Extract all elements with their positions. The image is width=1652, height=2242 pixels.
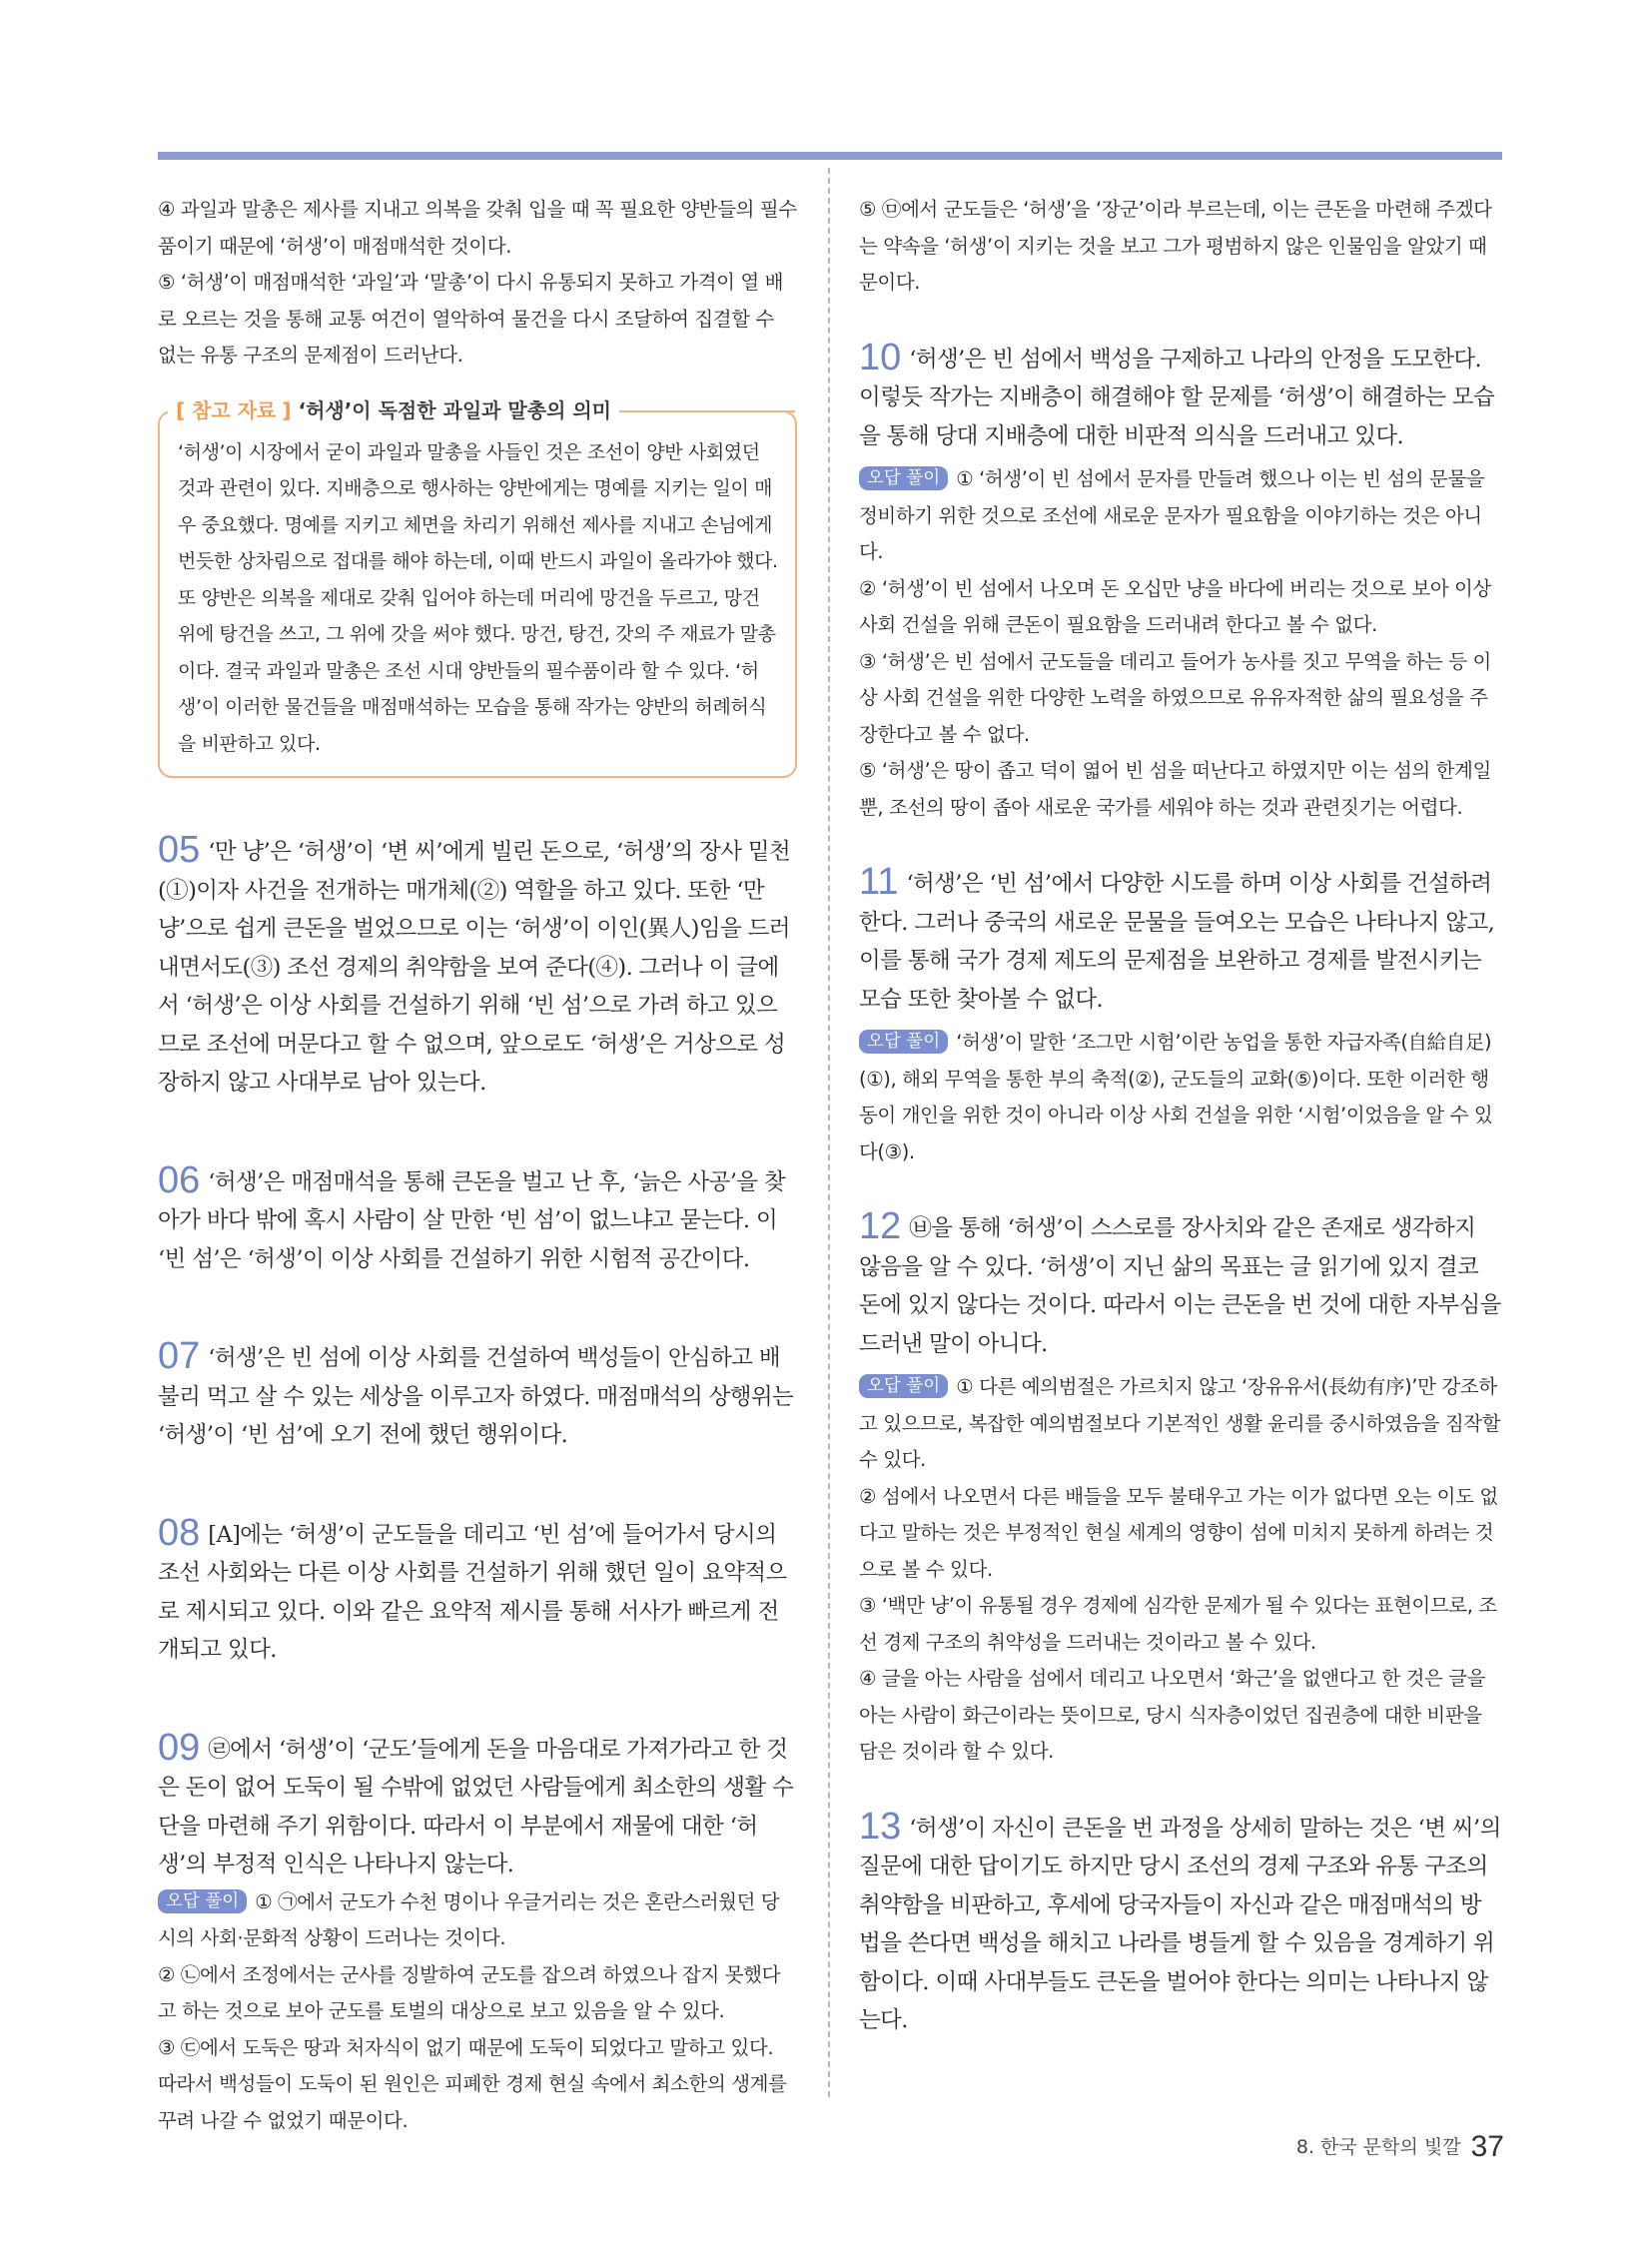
question-explanation: ‘허생’이 자신이 큰돈을 번 과정을 상세히 말하는 것은 ‘변 씨’의 질문에 대한 답이기도 하지만 당시 조선의 경제 구조와 유통 구조의 취약함을 비판하고, 후세에 당국자들이 자신과 같은 매점매석의 방법을 쓴다면 백성을 해치고 나라를 병들게 할 수 있음을 경계하기 위함이다. 이때 사대부들도 큰돈을 벌어야 한다는 의미는 나타나지 않는다. <box>859 1815 1501 2033</box>
question-number: 11 <box>859 861 899 903</box>
question-13 <box>859 1805 1502 2040</box>
question-explanation: ‘허생’은 빈 섬에서 백성을 구제하고 나라의 안정을 도모한다. 이렇듯 작가는 지배층이 해결해야 할 문제를 ‘허생’이 해결하는 모습을 통해 당대 지배층에 대한 비판적 의식을 드러내고 있다. <box>859 346 1495 449</box>
question-number: 13 <box>859 1805 902 1848</box>
wrong-answer-explanation: ② 섬에서 나오면서 다른 배들을 모두 불태우고 가는 이가 없다면 오는 이도 없다고 말하는 것은 부정적인 현실 세계의 영향이 섬에 미치지 못하게 하려는 것으로 볼 수 있다. <box>859 1484 1498 1581</box>
question-11 <box>859 860 1502 1170</box>
left-column <box>158 192 797 2139</box>
question-number: 06 <box>158 1158 201 1201</box>
question-number: 07 <box>158 1335 201 1377</box>
wrong-answer-explanation: ① 다른 예의범절은 가르치지 않고 ‘장유유서(長幼有序)’만 강조하고 있으므로, 복잡한 예의범절보다 기본적인 생활 윤리를 중시하였음을 짐작할 수 있다. <box>859 1375 1501 1471</box>
column-divider <box>828 168 830 2097</box>
wrong-answer-explanation: ② ‘허생’이 빈 섬에서 나오며 돈 오십만 냥을 바다에 버리는 것으로 보아 이상 사회 건설을 위해 큰돈이 필요함을 드러내려 한다고 볼 수 없다. <box>859 576 1491 636</box>
top-accent-bar <box>158 152 1502 160</box>
question-09 <box>158 1726 797 2140</box>
question-explanation: ‘만 냥’은 ‘허생’이 ‘변 씨’에게 빌린 돈으로, ‘허생’의 장사 밑천(①)이자 사건을 전개하는 매개체(②) 역할을 하고 있다. 또한 ‘만 냥’으로 쉽게 큰돈을 벌었으므로 이는 ‘허생’이 이인(異人)임을 드러내면서도(③) 조선 경제의 취약함을 보여 준다(④). 그러나 이 글에서 ‘허생’은 이상 사회를 건설하기 위해 ‘빈 섬’으로 가려 하고 있으므로 조선에 머문다고 할 수 없으며, 앞으로도 ‘허생’은 거상으로 성장하지 않고 사대부로 남아 있는다. <box>158 839 791 1096</box>
answer-item: ⑤ ㉤에서 군도들은 ‘허생’을 ‘장군’이라 부르는데, 이는 큰돈을 마련해 주겠다는 약속을 ‘허생’이 지키는 것을 보고 그가 평범하지 않은 인물임을 알았기 때문이다. <box>859 198 1492 294</box>
question-07 <box>158 1334 797 1455</box>
question-05 <box>158 828 797 1103</box>
wrong-answer-explanation: ① ‘허생’이 빈 섬에서 문자를 만들려 했으나 이는 빈 섬의 문물을 정비하기 위한 것으로 조선에 새로운 문자가 필요함을 이야기하는 것은 아니다. <box>859 467 1485 563</box>
question-number: 08 <box>158 1511 201 1554</box>
page-number: 37 <box>1470 2130 1504 2163</box>
reference-text: ‘허생’이 시장에서 굳이 과일과 말총을 사들인 것은 조선이 양반 사회였던 것과 관련이 있다. 지배층으로 행사하는 양반에게는 명예를 지키는 일이 매우 중요했다. 명예를 지키고 체면을 차리기 위해선 제사를 지내고 손님에게 번듯한 상차림으로 접대를 해야 하는데, 이때 반드시 과일이 올라가야 했다. 또 양반은 의복을 제대로 갖춰 입어야 하는데 머리에 망건을 두르고, 망건 위에 탕건을 쓰고, 그 위에 갓을 써야 했다. 망건, 탕건, 갓의 주 재료가 말총이다. 결국 과일과 말총은 조선 시대 양반들의 필수품이라 할 수 있다. ‘허생’이 이러한 물건들을 매점매석하는 모습을 통해 작가는 양반의 허례허식을 비판하고 있다. <box>178 440 778 755</box>
question-explanation: ‘허생’은 매점매석을 통해 큰돈을 벌고 난 후, ‘늙은 사공’을 찾아가 바다 밖에 혹시 사람이 살 만한 ‘빈 섬’이 없느냐고 묻는다. 이 ‘빈 섬’은 ‘허생’이 이상 사회를 건설하기 위한 시험적 공간이다. <box>158 1168 786 1272</box>
wrong-answer-explanation: ⑤ ‘허생’은 땅이 좁고 덕이 엷어 빈 섬을 떠난다고 하였지만 이는 섬의 한계일 뿐, 조선의 땅이 좁아 새로운 국가를 세워야 하는 것과 관련짓기는 어렵다. <box>859 759 1491 819</box>
wrong-answer-explanation: ④ 글을 아는 사람을 섬에서 데리고 나오면서 ‘화근’을 없앤다고 한 것은 글을 아는 사람이 화근이라는 뜻이므로, 당시 식자층이었던 집권층에 대한 비판을 담은 것이라 할 수 있다. <box>859 1667 1486 1763</box>
question-number: 10 <box>859 336 902 378</box>
wrong-answer-badge: 오답 풀이 <box>859 1374 948 1398</box>
answer-item: ⑤ ‘허생’이 매점매석한 ‘과일’과 ‘말총’이 다시 유통되지 못하고 가격이 열 배로 오르는 것을 통해 교통 여건이 열악하여 물건을 다시 조달하여 집결할 수 없는 유통 구조의 문제점이 드러난다. <box>158 271 784 367</box>
question-explanation: ㉣에서 ‘허생’이 ‘군도’들에게 돈을 마음대로 가져가라고 한 것은 돈이 없어 도둑이 될 수밖에 없었던 사람들에게 최소한의 생활 수단을 마련해 주기 위함이다. 따라서 이 부분에서 재물에 대한 ‘허생’의 부정적 인식은 나타나지 않는다. <box>158 1736 794 1877</box>
reference-box <box>158 397 797 779</box>
right-column <box>859 192 1502 2040</box>
wrong-answer-badge: 오답 풀이 <box>158 1889 247 1913</box>
question-explanation: ‘허생’은 빈 섬에 이상 사회를 건설하여 백성들이 안심하고 배불리 먹고 살 수 있는 세상을 이루고자 하였다. 매점매석의 상행위는 ‘허생’이 ‘빈 섬’에 오기 전에 했던 행위이다. <box>158 1345 794 1448</box>
wrong-answer-explanation: ① ㉠에서 군도가 수천 명이나 우글거리는 것은 혼란스러웠던 당시의 사회·문화적 상황이 드러나는 것이다. <box>158 1889 780 1949</box>
wrong-answer-badge: 오답 풀이 <box>859 1030 948 1054</box>
wrong-answer-explanation: ③ ㉢에서 도둑은 땅과 처자식이 없기 때문에 도둑이 되었다고 말하고 있다. 따라서 백성들이 도둑이 된 원인은 피폐한 경제 현실 속에서 최소한의 생계를 꾸려 나갈 수 없었기 때문이다. <box>158 2035 787 2132</box>
question-12 <box>859 1204 1502 1771</box>
reference-label: 참고 자료 <box>192 397 277 422</box>
question-10 <box>859 336 1502 827</box>
question-06 <box>158 1158 797 1279</box>
question-explanation: ‘허생’은 ‘빈 섬’에서 다양한 시도를 하며 이상 사회를 건설하려 한다. 그러나 중국의 새로운 문물을 들여오는 모습은 나타나지 않고, 이를 통해 국가 경제 제도의 문제점을 보완하고 경제를 발전시키는 모습 또한 찾아볼 수 없다. <box>859 871 1495 1013</box>
page-footer <box>1296 2127 1504 2161</box>
wrong-answer-explanation: ‘허생’이 말한 ‘조그만 시험’이란 농업을 통한 자급자족(自給自足)(①), 해외 무역을 통한 부의 축적(②), 군도들의 교화(⑤)이다. 또한 이러한 행동이 개인을 위한 것이 아니라 이상 사회 건설을 위한 ‘시험’이었음을 알 수 있다(③). <box>859 1031 1493 1163</box>
reference-heading-rule <box>665 410 795 412</box>
question-number: 09 <box>158 1726 201 1769</box>
question-number: 05 <box>158 829 201 871</box>
wrong-answer-explanation: ② ㉡에서 조정에서는 군사를 징발하여 군도를 잡으려 하였으나 잡지 못했다고 하는 것으로 보아 군도를 토벌의 대상으로 보고 있음을 알 수 있다. <box>158 1962 781 2022</box>
chapter-title: 8. 한국 문학의 빛깔 <box>1295 2136 1461 2158</box>
wrong-answer-explanation: ③ ‘백만 냥’이 유통될 경우 경제에 심각한 문제가 될 수 있다는 표현이므로, 조선 경제 구조의 취약성을 드러내는 것이라고 볼 수 있다. <box>859 1594 1497 1654</box>
wrong-answer-explanation: ③ ‘허생’은 빈 섬에서 군도들을 데리고 들어가 농사를 짓고 무역을 하는 등 이상 사회 건설을 위한 다양한 노력을 하였으므로 유유자적한 삶의 필요성을 주장한다고 볼 수 없다. <box>859 649 1491 746</box>
wrong-answer-badge: 오답 풀이 <box>859 466 948 490</box>
question-08 <box>158 1511 797 1670</box>
question-explanation: ㉥을 통해 ‘허생’이 스스로를 장사치와 같은 존재로 생각하지 않음을 알 수 있다. ‘허생’이 지닌 삶의 목표는 글 읽기에 있지 결코 돈에 있지 않다는 것이다. 따라서 이는 큰돈을 번 것에 대한 자부심을 드러낸 말이 아니다. <box>859 1215 1501 1357</box>
question-explanation: [A]에는 ‘허생’이 군도들을 데리고 ‘빈 섬’에 들어가서 당시의 조선 사회와는 다른 이상 사회를 건설하기 위해 했던 일이 요약적으로 제시되고 있다. 이와 같은 요약적 제시를 통해 서사가 빠르게 전개되고 있다. <box>158 1521 787 1663</box>
reference-heading: [ 참고 자료 ] ‘허생’이 독점한 과일과 말총의 의미 <box>168 392 619 428</box>
question-number: 12 <box>859 1205 902 1247</box>
answer-item: ④ 과일과 말총은 제사를 지내고 의복을 갖춰 입을 때 꼭 필요한 양반들의 필수품이기 때문에 ‘허생’이 매점매석한 것이다. <box>158 198 797 258</box>
reference-title: ‘허생’이 독점한 과일과 말총의 의미 <box>298 397 611 422</box>
